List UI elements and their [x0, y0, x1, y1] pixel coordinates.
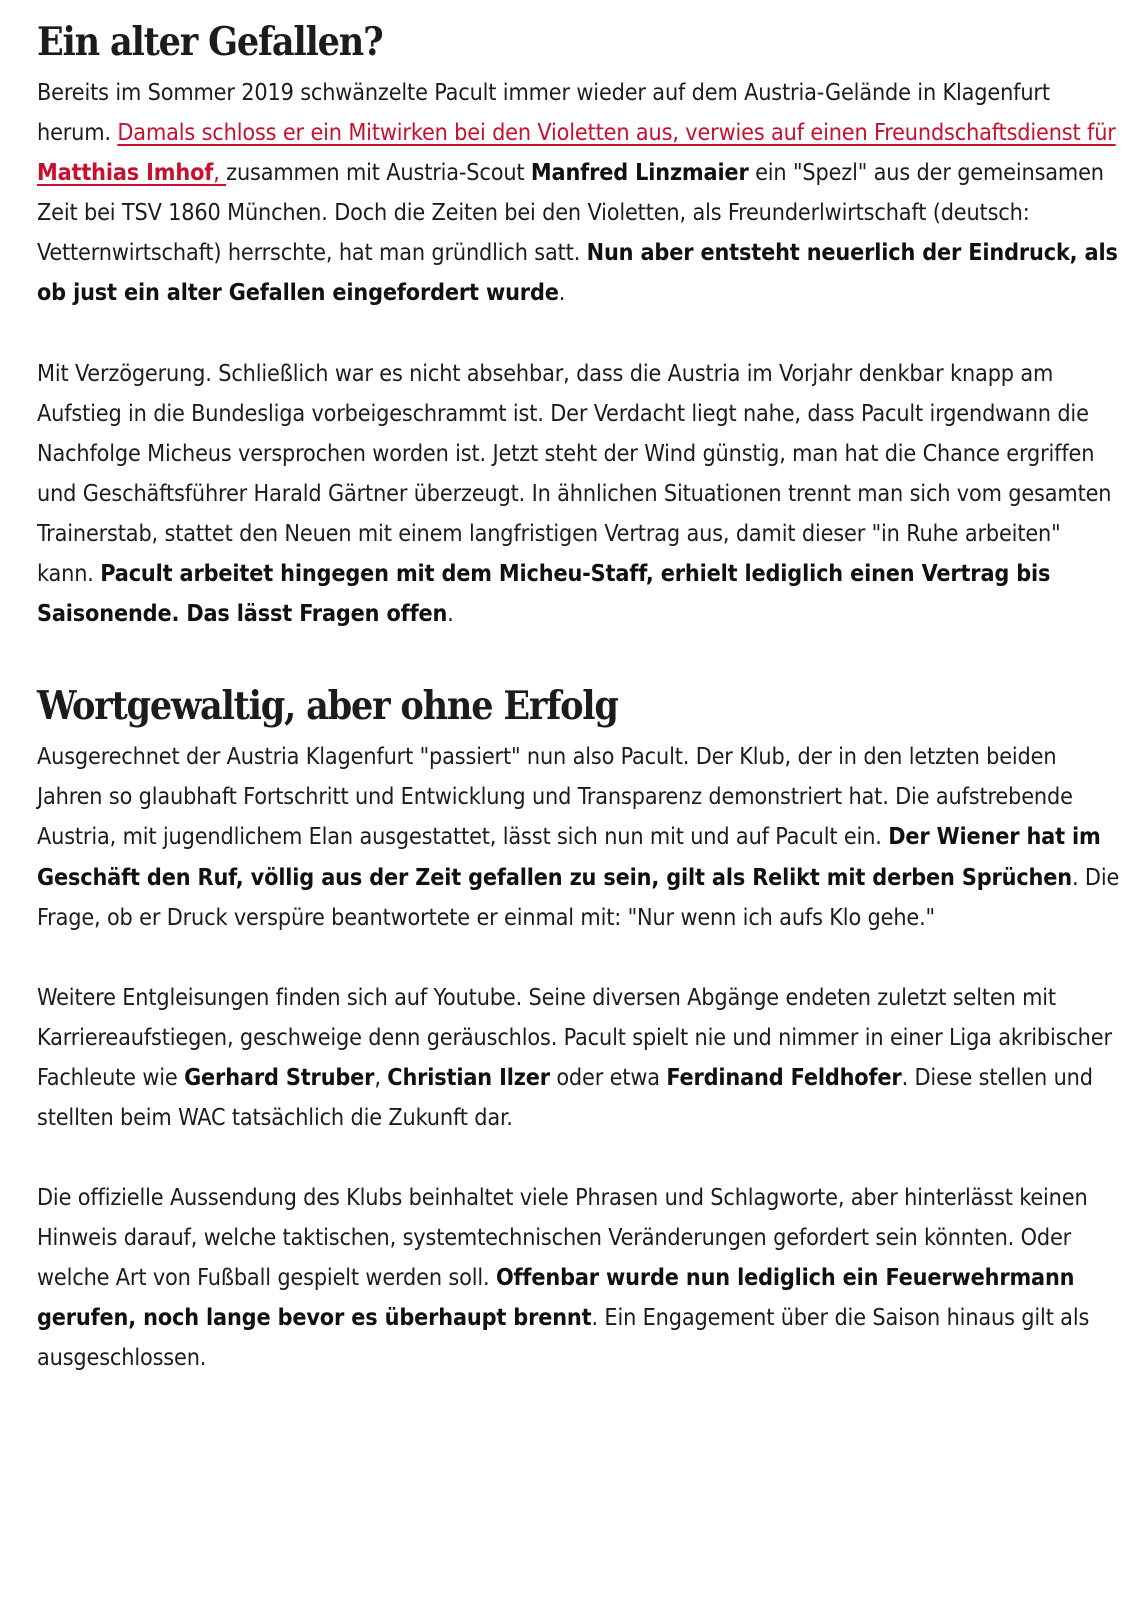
- text-run: Bereits im Sommer 2019 schwänzelte Pacult immer wieder auf dem Austria-Gelände in Klagenfurt herum.: [37, 79, 1050, 147]
- text-run: . Diese stellen und stellten beim WAC tatsächlich die Zukunft dar.: [37, 1063, 1093, 1131]
- text-run: Ausgerechnet der Austria Klagenfurt "passiert" nun also Pacult. Der Klub, der in den letzten beiden Jahren so glaubhaft Fortschritt und Entwicklung und Transparenz demonstriert hat. Die aufstrebende Austria, mit jugendlichem Elan ausgestattet, lässt sich nun mit und auf Pacult ein.: [37, 743, 1073, 851]
- paragraph-verzoegerung: [37, 354, 1122, 635]
- bold-emphasis: Nun aber entsteht neuerlich der Eindruck, als ob just ein alter Gefallen eingefordert wurde: [37, 239, 1118, 307]
- bold-name-struber: Gerhard Struber: [184, 1063, 375, 1091]
- bold-name-linzmaier: Manfred Linzmaier: [530, 159, 749, 187]
- bold-emphasis: Der Wiener hat im Geschäft den Ruf, völlig aus der Zeit gefallen zu sein, gilt als Relikt mit derben Sprüchen: [37, 823, 1101, 891]
- text-run: . Ein Engagement über die Saison hinaus gilt als ausgeschlossen.: [37, 1304, 1090, 1372]
- text-run: .: [558, 279, 566, 307]
- section-heading-wortgewaltig: Wortgewaltig, aber ohne Erfolg: [37, 683, 618, 730]
- text-run: Weitere Entgleisungen finden sich auf Youtube. Seine diversen Abgänge endeten zuletzt selten mit Karriereaufstiegen, geschweige denn geräuschlos. Pacult spielt nie und nimmer in einer Liga akribischer Fachleute wie: [37, 983, 1112, 1091]
- paragraph-sommer-2019: [37, 73, 1122, 314]
- text-run: oder etwa: [549, 1063, 667, 1091]
- text-run: ein "Spezl" aus der gemeinsamen Zeit bei TSV 1860 München. Doch die Zeiten bei den Violetten, als Freunderlwirtschaft (deutsch: Vetternwirtschaft) herrschte, hat man gründlich satt.: [37, 159, 1104, 267]
- bold-name-ilzer: Christian Ilzer: [387, 1063, 550, 1091]
- paragraph-entgleisungen: [37, 978, 1122, 1138]
- bold-name-feldhofer: Ferdinand Feldhofer: [666, 1063, 902, 1091]
- link-bold-name: Matthias Imhof: [37, 159, 214, 187]
- bold-emphasis: Pacult arbeitet hingegen mit dem Micheu-Staff, erhielt lediglich einen Vertrag bis Saisonende. Das lässt Fragen offen: [37, 560, 1051, 628]
- text-run: zusammen mit Austria-Scout: [226, 159, 531, 187]
- text-run: Die offizielle Aussendung des Klubs beinhaltet viele Phrasen und Schlagworte, aber hinterlässt keinen Hinweis darauf, welche taktischen, systemtechnischen Veränderungen gefordert sein könnten. Oder welche Art von Fußball gespielt werden soll.: [37, 1184, 1088, 1292]
- link-text: Damals schloss er ein Mitwirken bei den Violetten aus, verwies auf einen Freundschaftsdienst für: [117, 119, 1116, 147]
- paragraph-aussendung: [37, 1178, 1122, 1378]
- text-run: .: [447, 600, 454, 628]
- text-run: . Die Frage, ob er Druck verspüre beantwortete er einmal mit: "Nur wenn ich aufs Klo gehe.": [37, 863, 1120, 931]
- text-run: ,: [374, 1063, 388, 1091]
- bold-emphasis: Offenbar wurde nun lediglich ein Feuerwehrmann gerufen, noch lange bevor es überhaupt brennt: [37, 1264, 1075, 1332]
- paragraph-ausgerechnet: [37, 737, 1122, 937]
- section-heading-gefallen: Ein alter Gefallen?: [37, 19, 383, 65]
- link-text-end: ,: [213, 159, 227, 187]
- text-run: Mit Verzögerung. Schließlich war es nicht absehbar, dass die Austria im Vorjahr denkbar knapp am Aufstieg in die Bundesliga vorbeigeschrammt ist. Der Verdacht liegt nahe, dass Pacult irgendwann die Nachfolge Micheus versprochen worden ist. Jetzt steht der Wind günstig, man hat die Chance ergriffen und Geschäftsführer Harald Gärtner überzeugt. In ähnlichen Situationen trennt man sich vom gesamten Trainerstab, stattet den Neuen mit einem langfristigen Vertrag aus, damit dieser "in Ruhe arbeiten" kann.: [37, 359, 1112, 588]
